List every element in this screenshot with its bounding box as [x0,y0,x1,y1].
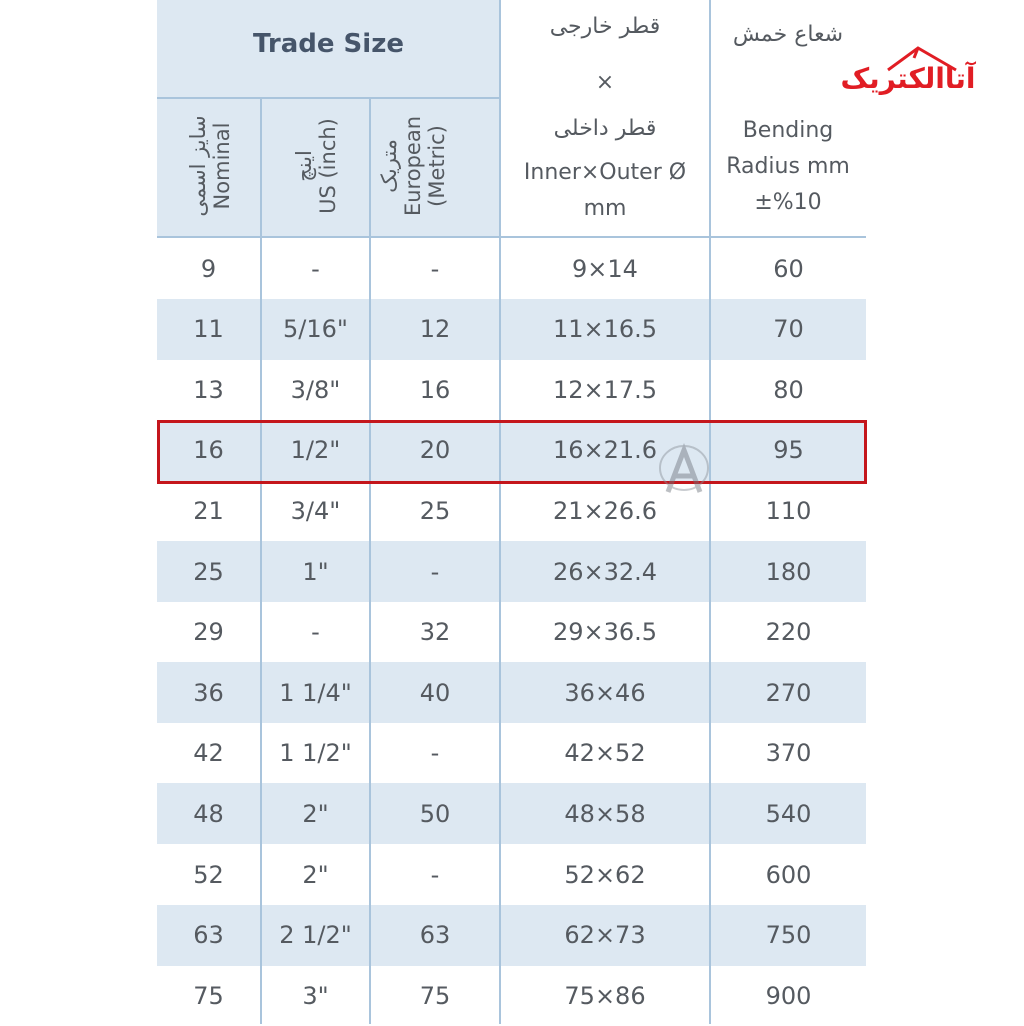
table-row [157,541,866,602]
highlighted-row-frame [157,420,867,484]
cell-diam: 26×32.4 [552,557,658,586]
cell-us: - [311,254,320,283]
bending-label-en2: Radius mm [726,154,850,179]
cell-eu: - [430,739,440,768]
cell-eu: 32 [419,618,451,647]
cell-eu: 40 [419,678,451,707]
cell-bend: 270 [765,678,812,707]
cell-diam: 9×14 [572,254,638,283]
cell-bend: 60 [773,254,804,283]
cell-bend: 180 [765,557,812,586]
cell-nominal: 9 [200,254,217,283]
table-row [157,783,866,844]
cell-nominal: 75 [193,981,224,1010]
col-divider-4 [709,0,711,1024]
cell-bend: 220 [765,618,812,647]
cell-us: 2" [302,799,329,828]
watermark-a-icon [648,440,718,500]
table-row [157,965,866,1026]
col-divider-3 [499,0,501,1024]
cell-us: 3/8" [290,375,341,404]
cell-us: 1" [302,557,329,586]
us-label-fa: اینچ [292,150,316,182]
cell-nominal: 63 [193,921,224,950]
cell-bend: 95 [773,436,804,465]
cell-nominal: 36 [193,678,224,707]
cell-nominal: 21 [193,496,224,525]
diameter-label-en: Inner×Outer Ø [523,160,687,185]
diameter-times: × [595,70,615,95]
table-row [157,723,866,784]
cell-eu: 63 [419,921,451,950]
cell-bend: 750 [765,921,812,950]
cell-eu: 25 [419,496,451,525]
cell-diam: 29×36.5 [552,618,658,647]
trade-size-heading: Trade Size [253,29,404,60]
cell-nominal: 16 [193,436,224,465]
cell-bend: 110 [765,496,812,525]
cell-diam: 75×86 [564,981,646,1010]
cell-diam: 36×46 [564,678,646,707]
diameter-unit-mm: mm [583,196,627,221]
cell-bend: 80 [773,375,804,404]
cell-diam: 48×58 [564,799,646,828]
cell-nominal: 42 [193,739,224,768]
diameter-column-header [500,0,710,237]
brand-logo [838,44,978,102]
nominal-column-header [180,97,240,235]
cell-eu: - [430,557,440,586]
cell-nominal: 11 [193,315,224,344]
bending-label-fa: شعاع خمش [732,22,844,47]
table-row [157,480,866,541]
cell-us: 1 1/2" [279,739,352,768]
cell-diam: 16×21.6 [552,436,658,465]
cell-diam: 62×73 [564,921,646,950]
conduit-size-table [157,0,866,1024]
cell-diam: 52×62 [564,860,646,889]
cell-eu: 20 [419,436,451,465]
cell-diam: 21×26.6 [552,496,658,525]
cell-eu: 50 [419,799,451,828]
cell-us: 2 1/2" [279,921,352,950]
table-row [157,602,866,663]
trade-size-divider [157,97,500,99]
cell-diam: 12×17.5 [552,375,658,404]
cell-eu: 75 [419,981,451,1010]
bending-radius-column-header [710,0,866,237]
diameter-inner-fa: قطر داخلی [553,116,657,141]
eu-label-fa: متریک [377,139,401,193]
us-label-en: US (inch) [316,118,340,214]
cell-us: - [311,618,320,647]
cell-bend: 70 [773,315,804,344]
eu-label-en2: (Metric) [425,125,449,207]
cell-nominal: 13 [193,375,224,404]
cell-us: 2" [302,860,329,889]
table-row [157,662,866,723]
cell-nominal: 25 [193,557,224,586]
eu-label-en1: European [401,115,425,217]
table-row [157,844,866,905]
cell-nominal: 52 [193,860,224,889]
cell-diam: 11×16.5 [552,315,658,344]
cell-bend: 900 [765,981,812,1010]
logo-text: آتاالکتریک [840,62,976,95]
cell-bend: 540 [765,799,812,828]
bending-label-en3: ±%10 [754,190,822,215]
european-metric-column-header [368,97,458,235]
bending-label-en1: Bending [742,118,834,143]
cell-us: 1/2" [290,436,341,465]
cell-bend: 370 [765,739,812,768]
table-row [157,299,866,360]
cell-us: 5/16" [283,315,348,344]
col-divider-1 [260,97,262,1024]
col-divider-2 [369,97,371,1024]
nominal-label-fa: سایز اسمی [186,115,210,217]
table-row [157,905,866,966]
cell-us: 3" [302,981,329,1010]
cell-eu: 12 [419,315,451,344]
cell-eu: 16 [419,375,451,404]
cell-eu: - [430,254,440,283]
cell-eu: - [430,860,440,889]
table-row [157,238,866,299]
diameter-outer-fa: قطر خارجی [549,14,661,39]
cell-nominal: 48 [193,799,224,828]
cell-diam: 42×52 [564,739,646,768]
cell-us: 3/4" [290,496,341,525]
cell-nominal: 29 [193,618,224,647]
nominal-label-en: Nominal [210,122,234,210]
us-inch-column-header [286,97,346,235]
cell-us: 1 1/4" [279,678,352,707]
table-row [157,359,866,420]
cell-bend: 600 [765,860,812,889]
